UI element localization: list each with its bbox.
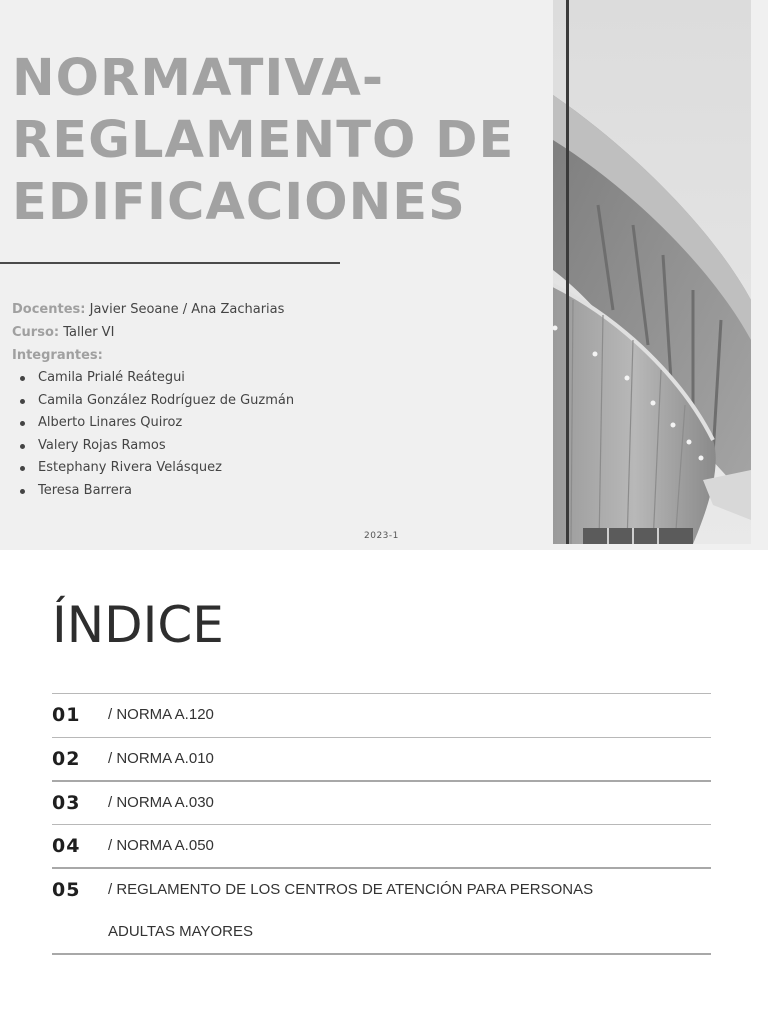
list-item: Estephany Rivera Velásquez xyxy=(38,457,294,480)
list-item: Camila Prialé Reátegui xyxy=(38,367,294,390)
index-title-line: ADULTAS MAYORES xyxy=(108,923,254,940)
index-number: 05 xyxy=(52,879,81,901)
index-item[interactable] xyxy=(52,824,711,867)
index-heading: ÍNDICE xyxy=(52,596,224,654)
index-number: 02 xyxy=(52,748,81,770)
title-line: NORMATIVA- xyxy=(12,49,384,108)
vertical-divider xyxy=(566,0,569,544)
index-item[interactable] xyxy=(52,867,711,953)
curso-value: Taller VI xyxy=(63,325,115,340)
index-number: 04 xyxy=(52,835,81,857)
index-title: / NORMA A.030 xyxy=(108,794,214,811)
index-title: / NORMA A.050 xyxy=(108,837,214,854)
index-number: 01 xyxy=(52,704,81,726)
architecture-photo xyxy=(553,0,751,544)
list-item: Camila González Rodríguez de Guzmán xyxy=(38,390,294,413)
docentes-label: Docentes: xyxy=(12,302,86,317)
course-info xyxy=(12,298,294,503)
index-title: / NORMA A.010 xyxy=(108,750,214,767)
index-item[interactable] xyxy=(52,780,711,824)
list-item: Alberto Linares Quiroz xyxy=(38,412,294,435)
index-item[interactable] xyxy=(52,737,711,780)
title-divider xyxy=(0,262,340,264)
list-item: Teresa Barrera xyxy=(38,480,294,503)
integrantes-row xyxy=(12,344,294,367)
index-item[interactable] xyxy=(52,693,711,737)
index-number: 03 xyxy=(52,792,81,814)
index-title xyxy=(108,869,593,953)
document-title xyxy=(12,48,514,234)
list-item: Valery Rojas Ramos xyxy=(38,435,294,458)
year-label: 2023-1 xyxy=(364,531,399,541)
integrantes-list xyxy=(12,367,294,503)
index-title-line: / REGLAMENTO DE LOS CENTROS DE ATENCIÓN PARA PERSONAS xyxy=(108,881,594,898)
curso-row xyxy=(12,321,294,344)
title-line: EDIFICACIONES xyxy=(12,173,466,232)
index-title: / NORMA A.120 xyxy=(108,706,214,723)
curso-label: Curso: xyxy=(12,325,60,340)
integrantes-label: Integrantes: xyxy=(12,348,103,363)
index-list xyxy=(52,693,711,955)
docentes-value: Javier Seoane / Ana Zacharias xyxy=(89,302,285,317)
curved-building-image xyxy=(553,0,751,544)
index-end-divider xyxy=(52,953,711,955)
docentes-row xyxy=(12,298,294,321)
title-line: REGLAMENTO DE xyxy=(12,111,515,170)
